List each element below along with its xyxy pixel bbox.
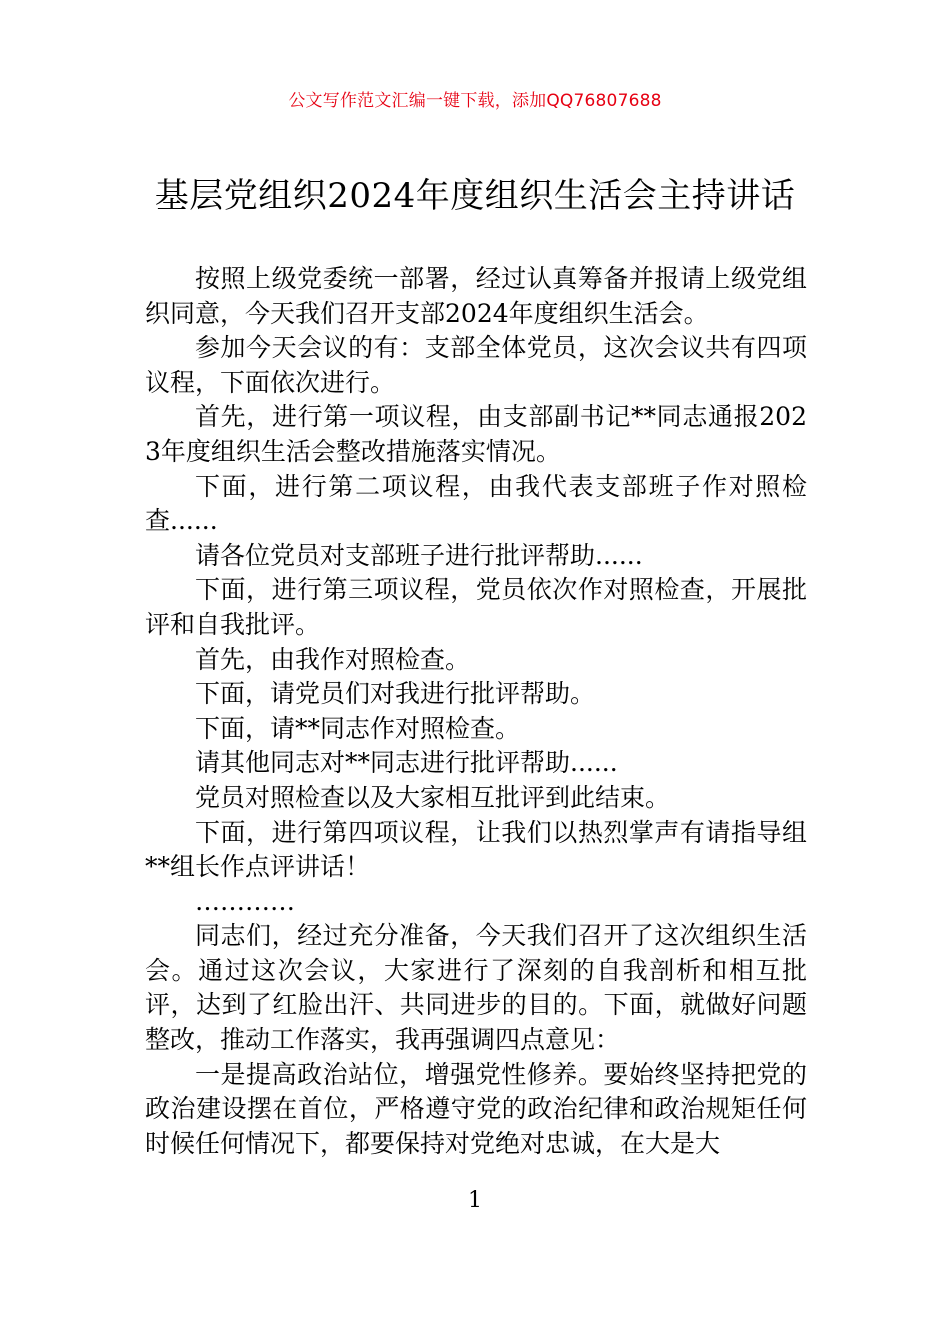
paragraph: 一是提高政治站位，增强党性修养。要始终坚持把党的政治建设摆在首位，严格遵守党的政治纪律和政治规矩任何时候任何情况下，都要保持对党绝对忠诚，在大是大 [145,1059,807,1158]
paragraph: 下面，进行第四项议程，让我们以热烈掌声有请指导组**组长作点评讲话！ [145,817,807,882]
paragraph: 下面，请党员们对我进行批评帮助。 [195,679,596,709]
paragraph: 党员对照检查以及大家相互批评到此结束。 [195,782,671,812]
document-body [145,262,807,1161]
ellipsis-separator: ………… [195,886,295,916]
paragraph: 下面，请**同志作对照检查。 [195,713,521,743]
download-notice: 公文写作范文汇编一键下载，添加QQ76807688 [288,91,662,111]
paragraph: 下面，进行第二项议程，由我代表支部班子作对照检查...... [145,471,807,536]
paragraph: 参加今天会议的有：支部全体党员，这次会议共有四项议程，下面依次进行。 [145,333,807,397]
paragraph: 按照上级党委统一部署，经过认真筹备并报请上级党组织同意，今天我们召开支部2024年度组织生活会。 [145,264,807,328]
paragraph: 下面，进行第三项议程，党员依次作对照检查，开展批评和自我批评。 [145,575,807,639]
paragraph: 同志们，经过充分准备，今天我们召开了这次组织生活会。通过这次会议，大家进行了深刻的自我剖析和相互批评，达到了红脸出汗、共同进步的目的。下面，就做好问题整改，推动工作落实，我再强调四点意见： [145,921,807,1055]
page-number: 1 [468,1188,482,1213]
paragraph: 首先，进行第一项议程，由支部副书记**同志通报2023年度组织生活会整改措施落实情况。 [145,402,807,466]
paragraph: 请各位党员对支部班子进行批评帮助...... [195,540,643,570]
paragraph: 首先，由我作对照检查。 [195,644,471,674]
paragraph: 请其他同志对**同志进行批评帮助...... [195,748,618,778]
page-title: 基层党组织2024年度组织生活会主持讲话 [154,176,796,216]
